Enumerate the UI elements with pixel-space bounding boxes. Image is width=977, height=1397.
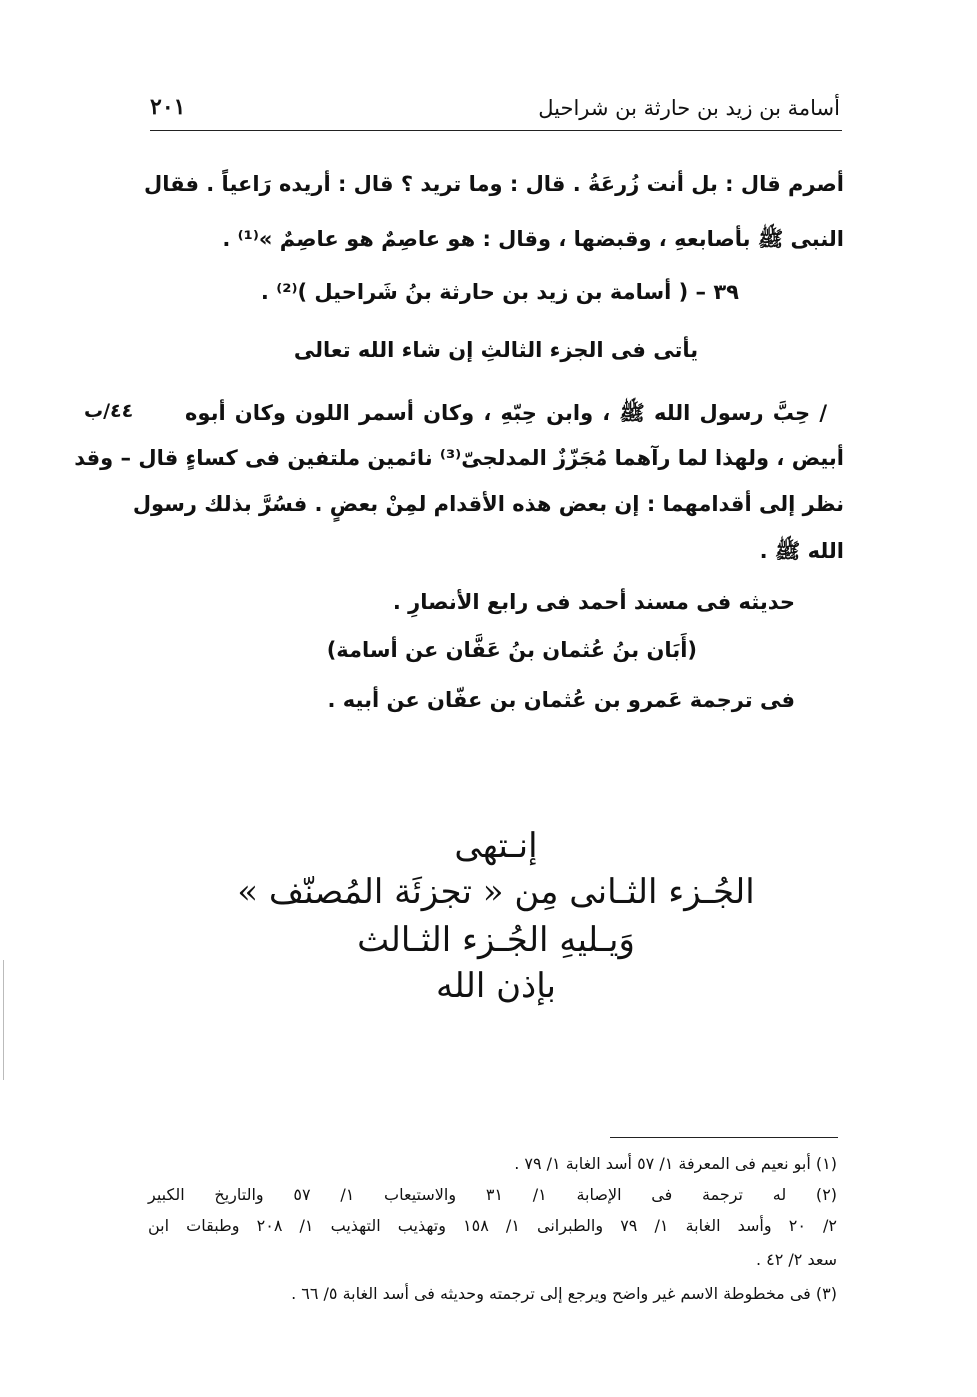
footnote-2-line-2: ٢/ ٢٠ وأسد الغابة ١/ ٧٩ والطبرانى ١/ ١٥٨ وتهذيب التهذيب ١/ ٢٠٨ وطبقات ابن <box>148 1216 837 1235</box>
running-header <box>150 86 840 120</box>
body-line-8: الله ﷺ . <box>759 539 844 563</box>
footnote-2-line-3: سعد ٢/ ٤٢ . <box>755 1250 837 1269</box>
colophon-line-3: وَيـليهِ الجُـزء الثـالث <box>357 920 635 960</box>
body-line-1: أصرم قال : بل أنت زُرعَةُ . قال : وما تريد ؟ قال : أريده رَاعياً . فقال <box>143 172 844 196</box>
manuscript-folio-ref: ٤٤/ب <box>84 400 134 422</box>
body-line-2: النبى ﷺ بأصابعهِ ، وقبضها ، وقال : هو عاصِمٌ هو عاصِمٌ »⁽¹⁾ . <box>222 227 844 251</box>
body-line-9: حديثه فى مسند أحمد فى رابع الأنصارِ . <box>392 590 795 614</box>
entry-heading: ٣٩ – ( أسامة بن زيد بن حارثة بنُ شَراحيل )⁽²⁾ . <box>260 280 739 304</box>
colophon-line-4: بإذن الله <box>435 966 557 1006</box>
colophon-line-2: الجُـزء الثـانى مِن « تجزئَة المُصنّف » <box>237 872 755 912</box>
scan-edge-mark <box>3 960 4 1080</box>
footnote-2-line-1: (٢) له ترجمة فى الإصابة ١/ ٣١ والاستيعاب ١/ ٥٧ والتاريخ الكبير <box>148 1185 838 1204</box>
page-number: ٢٠١ <box>150 94 186 120</box>
running-title: أسامة بن زيد بن حارثة بن شراحيل <box>538 96 840 120</box>
header-rule <box>150 130 842 131</box>
colophon-line-1: إنـتهى <box>454 826 538 866</box>
body-line-7: نظر إلى أقدامهما : إن بعض هذه الأقدام لمِنْ بعضٍ . فسُرَّ بذلك رسول <box>132 492 844 516</box>
body-line-11: فى ترجمة عَمرو بن عُثمان بن عفّان عن أبيه . <box>327 688 795 712</box>
footnote-rule <box>610 1137 838 1138</box>
body-line-10: (أَبَان بنُ عُثمان بنُ عَفَّان عن أسامة) <box>326 638 697 662</box>
notice-line: يأتى فى الجزء الثالثِ إن شاء الله تعالى <box>293 338 699 362</box>
footnote-3: (٣) فى مخطوطة الاسم غير واضح ويرجع إلى ترجمته وحديثه فى أسد الغابة ٥/ ٦٦ . <box>291 1284 837 1303</box>
body-line-5: / حِبَّ رسول الله ﷺ ، وابن حِبّهِ ، وكان أسمر اللون وكان أبوه <box>185 401 827 425</box>
footnote-1: (١) أبو نعيم فى المعرفة ١/ ٥٧ أسد الغابة ١/ ٧٩ . <box>514 1154 837 1173</box>
body-line-6: أبيض ، ولهذا لما رآهما مُجَزّزٌ المدلجىّ⁽³⁾ نائمين ملتفين فى كساءٍ قال – وقد <box>74 446 844 470</box>
